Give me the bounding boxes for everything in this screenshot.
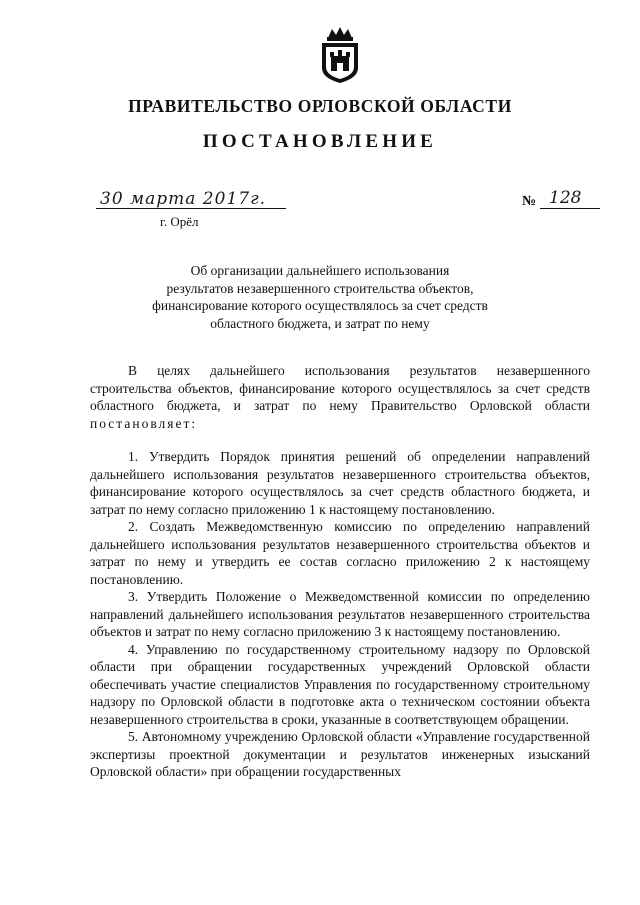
- number-sign: №: [522, 194, 537, 209]
- document-number-handwritten: 128: [549, 188, 582, 208]
- item-paragraph-2: 2. Создать Межведомственную комиссию по определению направлений дальнейшего использования результатов незавершенного строительства объектов и затрат по нему и утвердить ее состав согласно приложению 2 к настоящему постановлению.: [90, 519, 590, 587]
- coat-of-arms-icon: [318, 26, 362, 84]
- number-underline: [540, 208, 600, 209]
- subject-line: результатов незавершенного строительства объектов,: [166, 280, 474, 296]
- document-city: г. Орёл: [160, 214, 199, 229]
- preamble-text: В целях дальнейшего использования результатов незавершенного строительства объектов, финансирование которого осуществлялось за счет средств областного бюджета, и затрат по нему Правительство Орловской области: [90, 363, 590, 413]
- subject-line: финансирование которого осуществлялось за счет средств: [152, 298, 488, 314]
- subject-line: Об организации дальнейшего использования: [190, 263, 450, 278]
- item-paragraph-1: 1. Утвердить Порядок принятия решений об определении направлений дальнейшего использования результатов незавершенного строительства объектов, финансирование которого осуществлялось за счет средств областного бюджета, и затрат по нему согласно приложению 1 к настоящему постановлению.: [90, 449, 590, 517]
- item-paragraph-5: 5. Автономному учреждению Орловской области «Управление государственной экспертизы проектной документации и результатов инженерных изысканий Орловской области» при обращении государственных: [90, 729, 590, 779]
- item-paragraph-4: 4. Управлению по государственному строительному надзору по Орловской области при обращении государственных учреждений Орловской области обеспечивать участие специалистов Управления по государственному строительному надзору по Орловской области в подготовке акта о техническом состоянии объекта незавершенного строительства в сроки, указанные в соответствующем обращении.: [90, 641, 590, 727]
- preamble-resolves: постановляет:: [90, 415, 198, 431]
- document-type-title: ПОСТАНОВЛЕНИЕ: [202, 131, 438, 152]
- preamble-paragraph: [90, 362, 590, 432]
- document-date-handwritten: 30 марта 2017г.: [100, 189, 267, 209]
- document-subject: [0, 262, 640, 332]
- date-underline: [96, 208, 286, 209]
- organization-title: ПРАВИТЕЛЬСТВО ОРЛОВСКОЙ ОБЛАСТИ: [128, 96, 512, 116]
- item-paragraph-3: 3. Утвердить Положение о Межведомственной комиссии по определению направлений дальнейшего использования результатов незавершенного строительства объектов и затрат по нему согласно приложению 3 к настоящему постановлению.: [90, 589, 590, 639]
- document-body: [90, 362, 590, 781]
- subject-line: областного бюджета, и затрат по нему: [210, 315, 430, 331]
